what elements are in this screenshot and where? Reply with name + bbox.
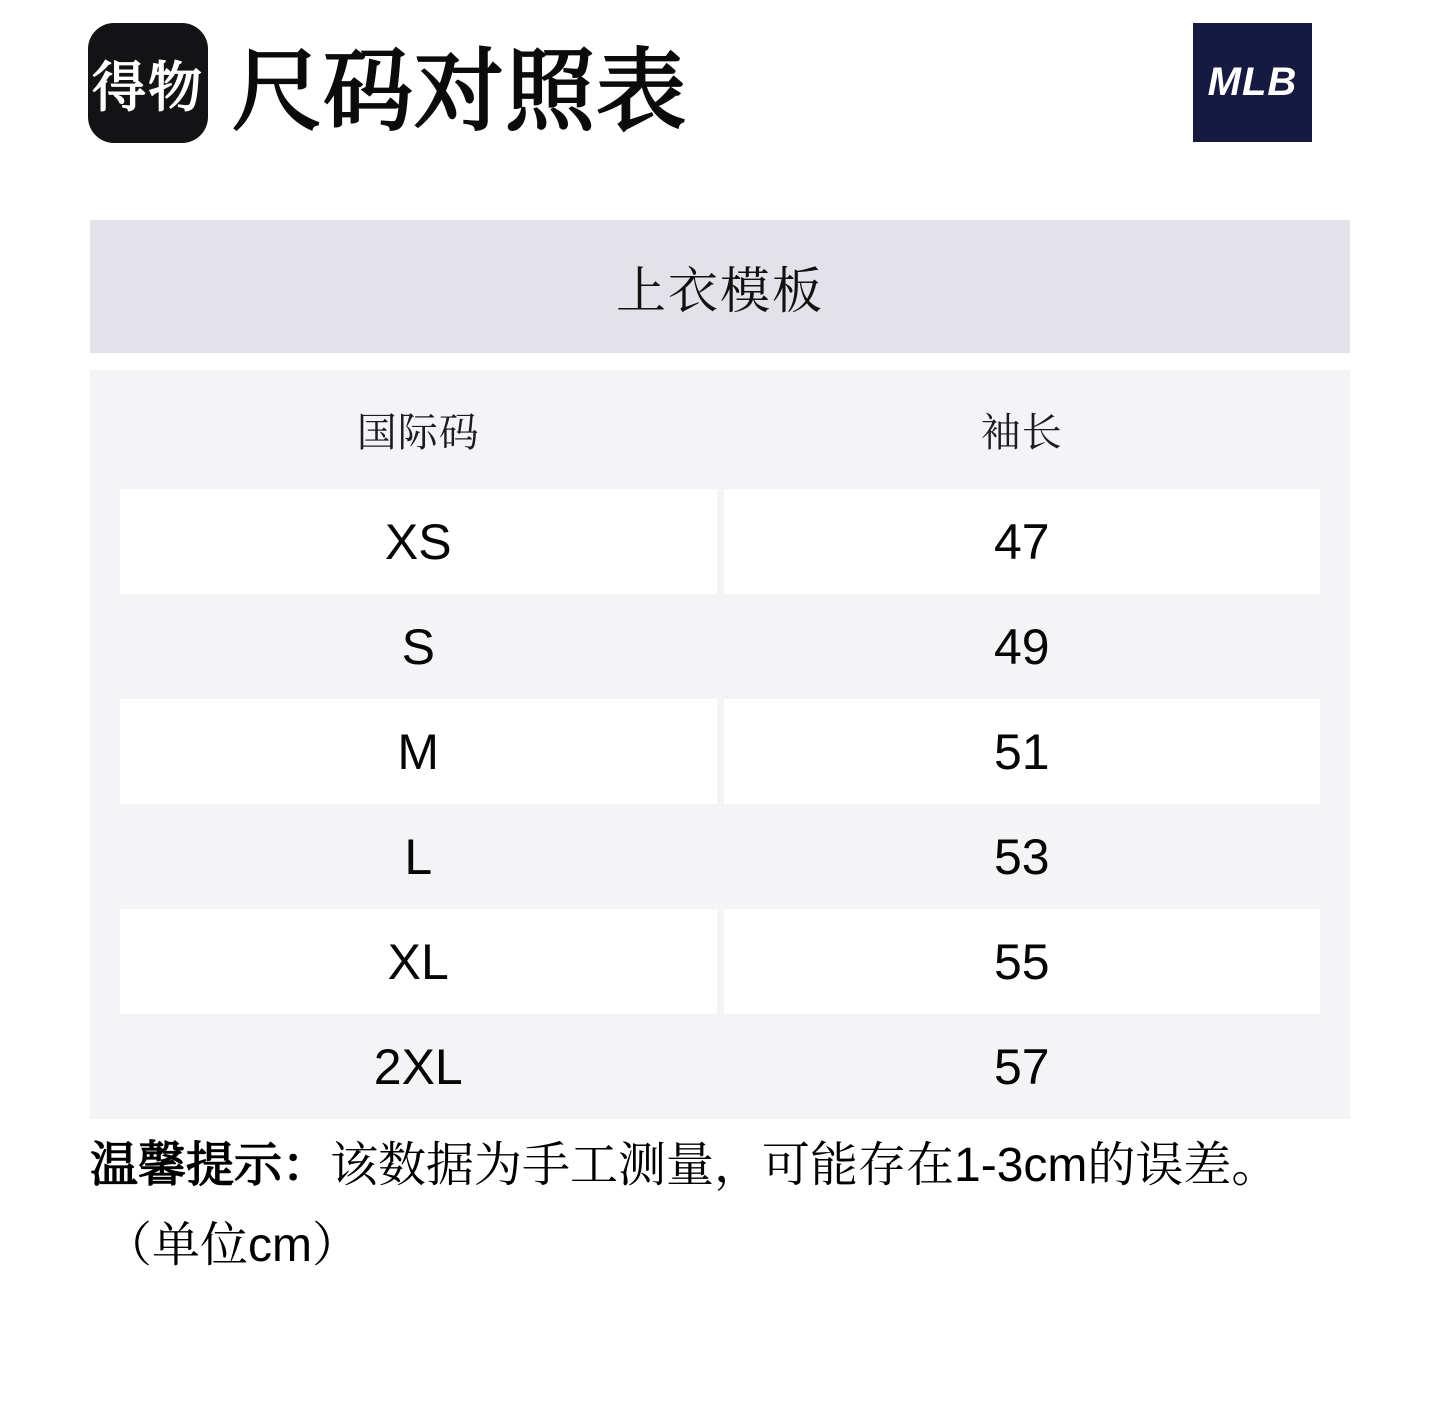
sleeve-cell: 55: [724, 909, 1321, 1014]
unit-note: （单位cm）: [104, 1219, 360, 1272]
table-row: [120, 909, 1320, 1014]
sleeve-cell: 57: [993, 1038, 1050, 1095]
sleeve-cell: 47: [724, 489, 1321, 594]
footer-note: [90, 1134, 1370, 1278]
table-row: [120, 699, 1320, 804]
size-cell: S: [401, 618, 435, 675]
mlb-logo-text: MLB: [1207, 60, 1298, 104]
size-cell: XS: [120, 489, 717, 594]
column-header-sleeve: 袖长: [980, 411, 1063, 455]
size-cell: 2XL: [373, 1038, 463, 1095]
measurement-tip: [90, 1134, 1370, 1198]
dewu-logo-text: 得物: [92, 57, 204, 118]
dewu-logo-icon: [88, 23, 208, 143]
size-table: [90, 370, 1350, 1119]
size-cell: XL: [120, 909, 717, 1014]
template-title-band: [90, 220, 1350, 353]
table-row: [120, 594, 1320, 699]
size-cell: L: [404, 828, 433, 885]
sleeve-cell: 51: [724, 699, 1321, 804]
column-header-size: 国际码: [356, 411, 480, 455]
tip-label: 温馨提示：: [90, 1139, 331, 1192]
sleeve-cell: 49: [993, 618, 1050, 675]
template-title: 上衣模板: [616, 262, 824, 319]
table-header-row: [120, 370, 1320, 489]
page-title: 尺码对照表: [232, 42, 687, 142]
table-row: [120, 1014, 1320, 1119]
sleeve-cell: 53: [993, 828, 1050, 885]
table-row: [120, 804, 1320, 909]
tip-text: 该数据为手工测量，可能存在1-3cm的误差。: [330, 1139, 1280, 1192]
size-cell: M: [120, 699, 717, 804]
mlb-logo-icon: [1193, 23, 1312, 142]
top-bar: [88, 23, 1312, 143]
table-row: [120, 489, 1320, 594]
